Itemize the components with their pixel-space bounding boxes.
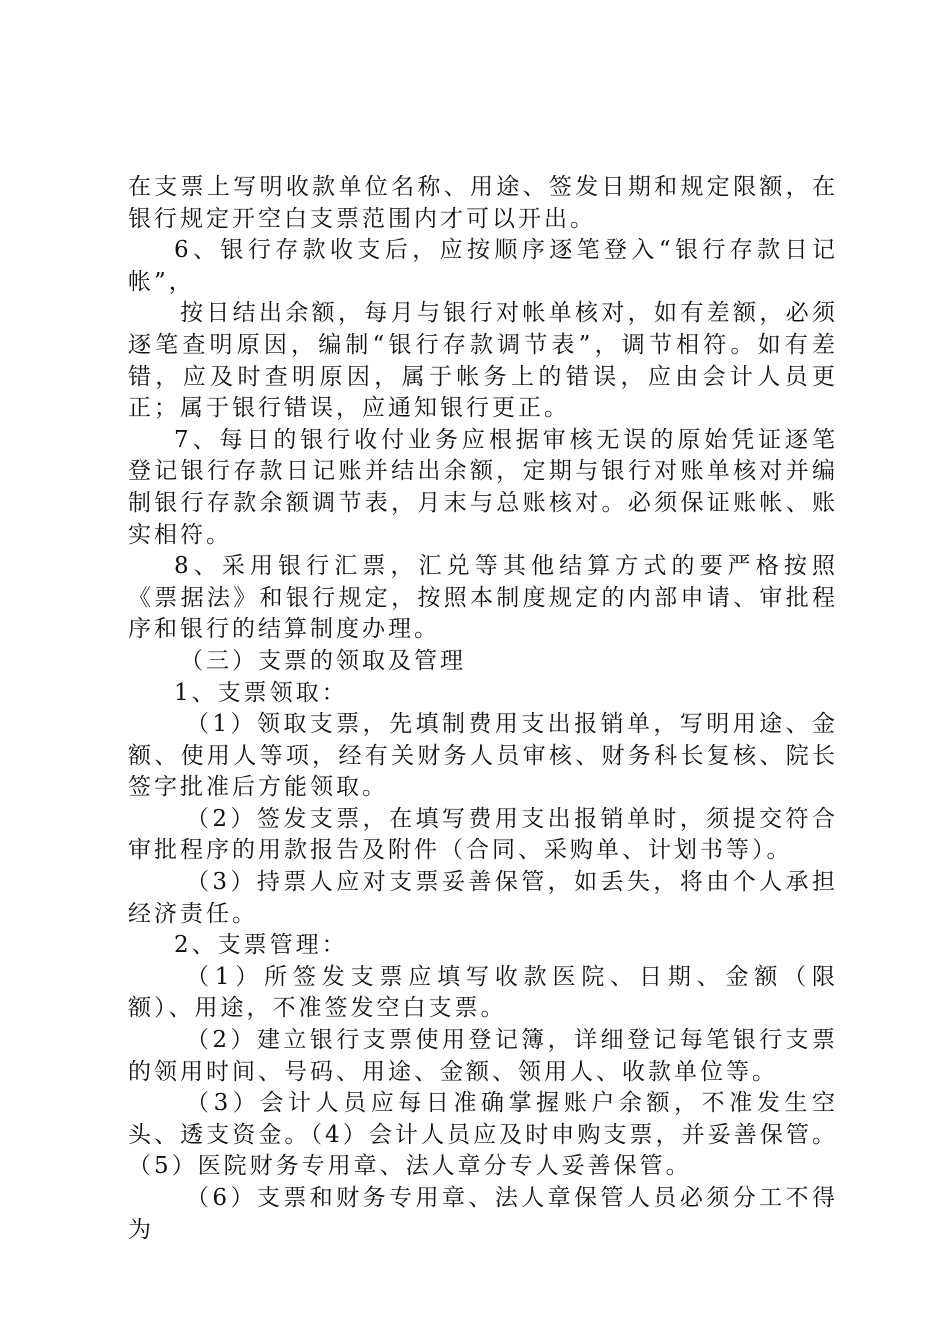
section-heading-check-management: （三）支票的领取及管理: [180, 647, 466, 674]
paragraph-item-8: 8、采用银行汇票，汇兑等其他结算方式的要严格按照《票据法》和银行规定，按照本制度规定的内部申请、审批程序和银行的结算制度办理。: [128, 553, 838, 643]
paragraph-collection-1: （1）领取支票，先填制费用支出报销单，写明用途、金额、使用人等项，经有关财务人员审核、财务科长复核、院长签字批准后方能领取。: [128, 711, 838, 801]
paragraph-item-7: 7、每日的银行收付业务应根据审核无误的原始凭证逐笔登记银行存款日记账并结出余额，定期与银行对账单核对并编制银行存款余额调节表，月末与总账核对。必须保证账帐、账实相符。: [128, 426, 838, 548]
subheading-check-management: 2、支票管理：: [174, 932, 348, 959]
subheading-check-collection: 1、支票领取：: [174, 679, 348, 706]
paragraph-check-writing: 在支票上写明收款单位名称、用途、签发日期和规定限额，在银行规定开空白支票范围内才可以开出。: [128, 174, 838, 232]
paragraph-collection-2: （2）签发支票，在填写费用支出报销单时，须提交符合审批程序的用款报告及附件（合同、采购单、计划书等）。: [128, 805, 838, 864]
paragraph-item-6: 6、银行存款收支后，应按顺序逐笔登入“银行存款日记帐”，: [128, 237, 838, 295]
paragraph-collection-3: （3）持票人应对支票妥善保管，如丢失，将由个人承担经济责任。: [128, 869, 838, 927]
document-body: [128, 172, 838, 1246]
paragraph-management-6: （6）支票和财务专用章、法人章保管人员必须分工不得为: [128, 1185, 838, 1243]
paragraph-management-3-5: （3）会计人员应每日准确掌握账户余额，不准发生空头、透支资金。（4）会计人员应及时申购支票，并妥善保管。（5）医院财务专用章、法人章分专人妥善保管。: [128, 1090, 838, 1180]
paragraph-management-2: （2）建立银行支票使用登记簿，详细登记每笔银行支票的领用时间、号码、用途、金额、领用人、收款单位等。: [128, 1027, 838, 1085]
paragraph-daily-balance: 按日结出余额，每月与银行对帐单核对，如有差额，必须逐笔查明原因，编制“银行存款调节表”，调节相符。如有差错，应及时查明原因，属于帐务上的错误，应由会计人员更正；属于银行错误，应通知银行更正。: [128, 300, 838, 422]
paragraph-management-1: （1）所签发支票应填写收款医院、日期、金额（限额）、用途，不准签发空白支票。: [128, 963, 838, 1022]
